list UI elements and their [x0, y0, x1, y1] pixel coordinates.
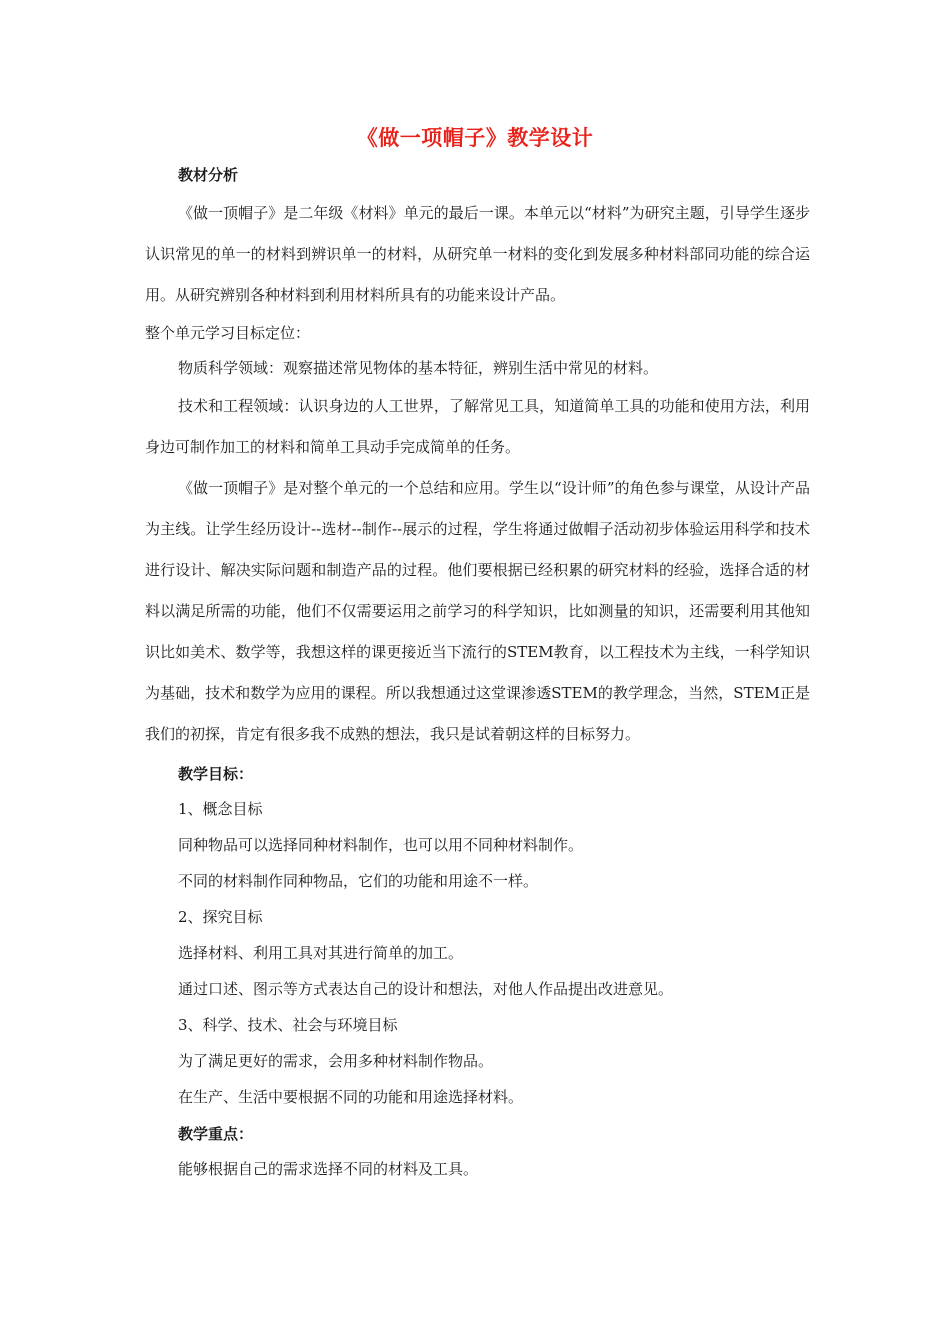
analysis-paragraph-1: 《做一顶帽子》是二年级《材料》单元的最后一课。本单元以“材料”为研究主题，引导学生逐步认识常见的单一的材料到辨识单一的材料，从研究单一材料的变化到发展多种材料部同功能的综合运用。从研究辨别各种材料到利用材料所具有的功能来设计产品。	[145, 204, 810, 304]
section-heading-analysis: 教材分析	[178, 166, 239, 184]
objective-line: 2、探究目标	[178, 908, 263, 926]
analysis-paragraph-3: 技术和工程领域：认识身边的人工世界，了解常见工具，知道简单工具的功能和使用方法，利用身边可制作加工的材料和简单工具动手完成简单的任务。	[145, 397, 810, 456]
objective-line: 同种物品可以选择同种材料制作，也可以用不同种材料制作。	[178, 836, 584, 854]
objective-line: 不同的材料制作同种物品，它们的功能和用途不一样。	[178, 872, 539, 890]
objective-line: 在生产、生活中要根据不同的功能和用途选择材料。	[178, 1088, 524, 1106]
objective-line: 通过口述、图示等方式表达自己的设计和想法，对他人作品提出改进意见。	[178, 980, 674, 998]
objective-line: 为了满足更好的需求，会用多种材料制作物品。	[178, 1052, 494, 1070]
key-point-line: 能够根据自己的需求选择不同的材料及工具。	[178, 1160, 479, 1178]
document-title: 《做一项帽子》教学设计	[356, 126, 594, 150]
section-heading-key-points: 教学重点：	[178, 1125, 254, 1143]
analysis-paragraph-4: 《做一顶帽子》是对整个单元的一个总结和应用。学生以“设计师”的角色参与课堂，从设计产品为主线。让学生经历设计--选材--制作--展示的过程，学生将通过做帽子活动初步体验运用科学和技术进行设计、解决实际问题和制造产品的过程。他们要根据已经积累的研究材料的经验，选择合适的材料以满足所需的功能，他们不仅需要运用之前学习的科学知识，比如测量的知识，还需要利用其他知识比如美术、数学等，我想这样的课更接近当下流行的STEM教育，以工程技术为主线，一科学知识为基础，技术和数学为应用的课程。所以我想通过这堂课渗透STEM的教学理念，当然，STEM正是我们的初探，肯定有很多我不成熟的想法，我只是试着朝这样的目标努力。	[145, 479, 810, 743]
section-heading-objectives: 教学目标：	[178, 765, 254, 783]
objective-line: 1、概念目标	[178, 800, 263, 818]
analysis-paragraph-2: 物质科学领域：观察描述常见物体的基本特征，辨别生活中常见的材料。	[178, 359, 659, 377]
analysis-paragraph-1-continuation: 整个单元学习目标定位：	[145, 324, 311, 342]
document-body	[145, 158, 810, 1187]
objective-line: 3、科学、技术、社会与环境目标	[178, 1016, 398, 1034]
objective-line: 选择材料、利用工具对其进行简单的加工。	[178, 944, 464, 962]
